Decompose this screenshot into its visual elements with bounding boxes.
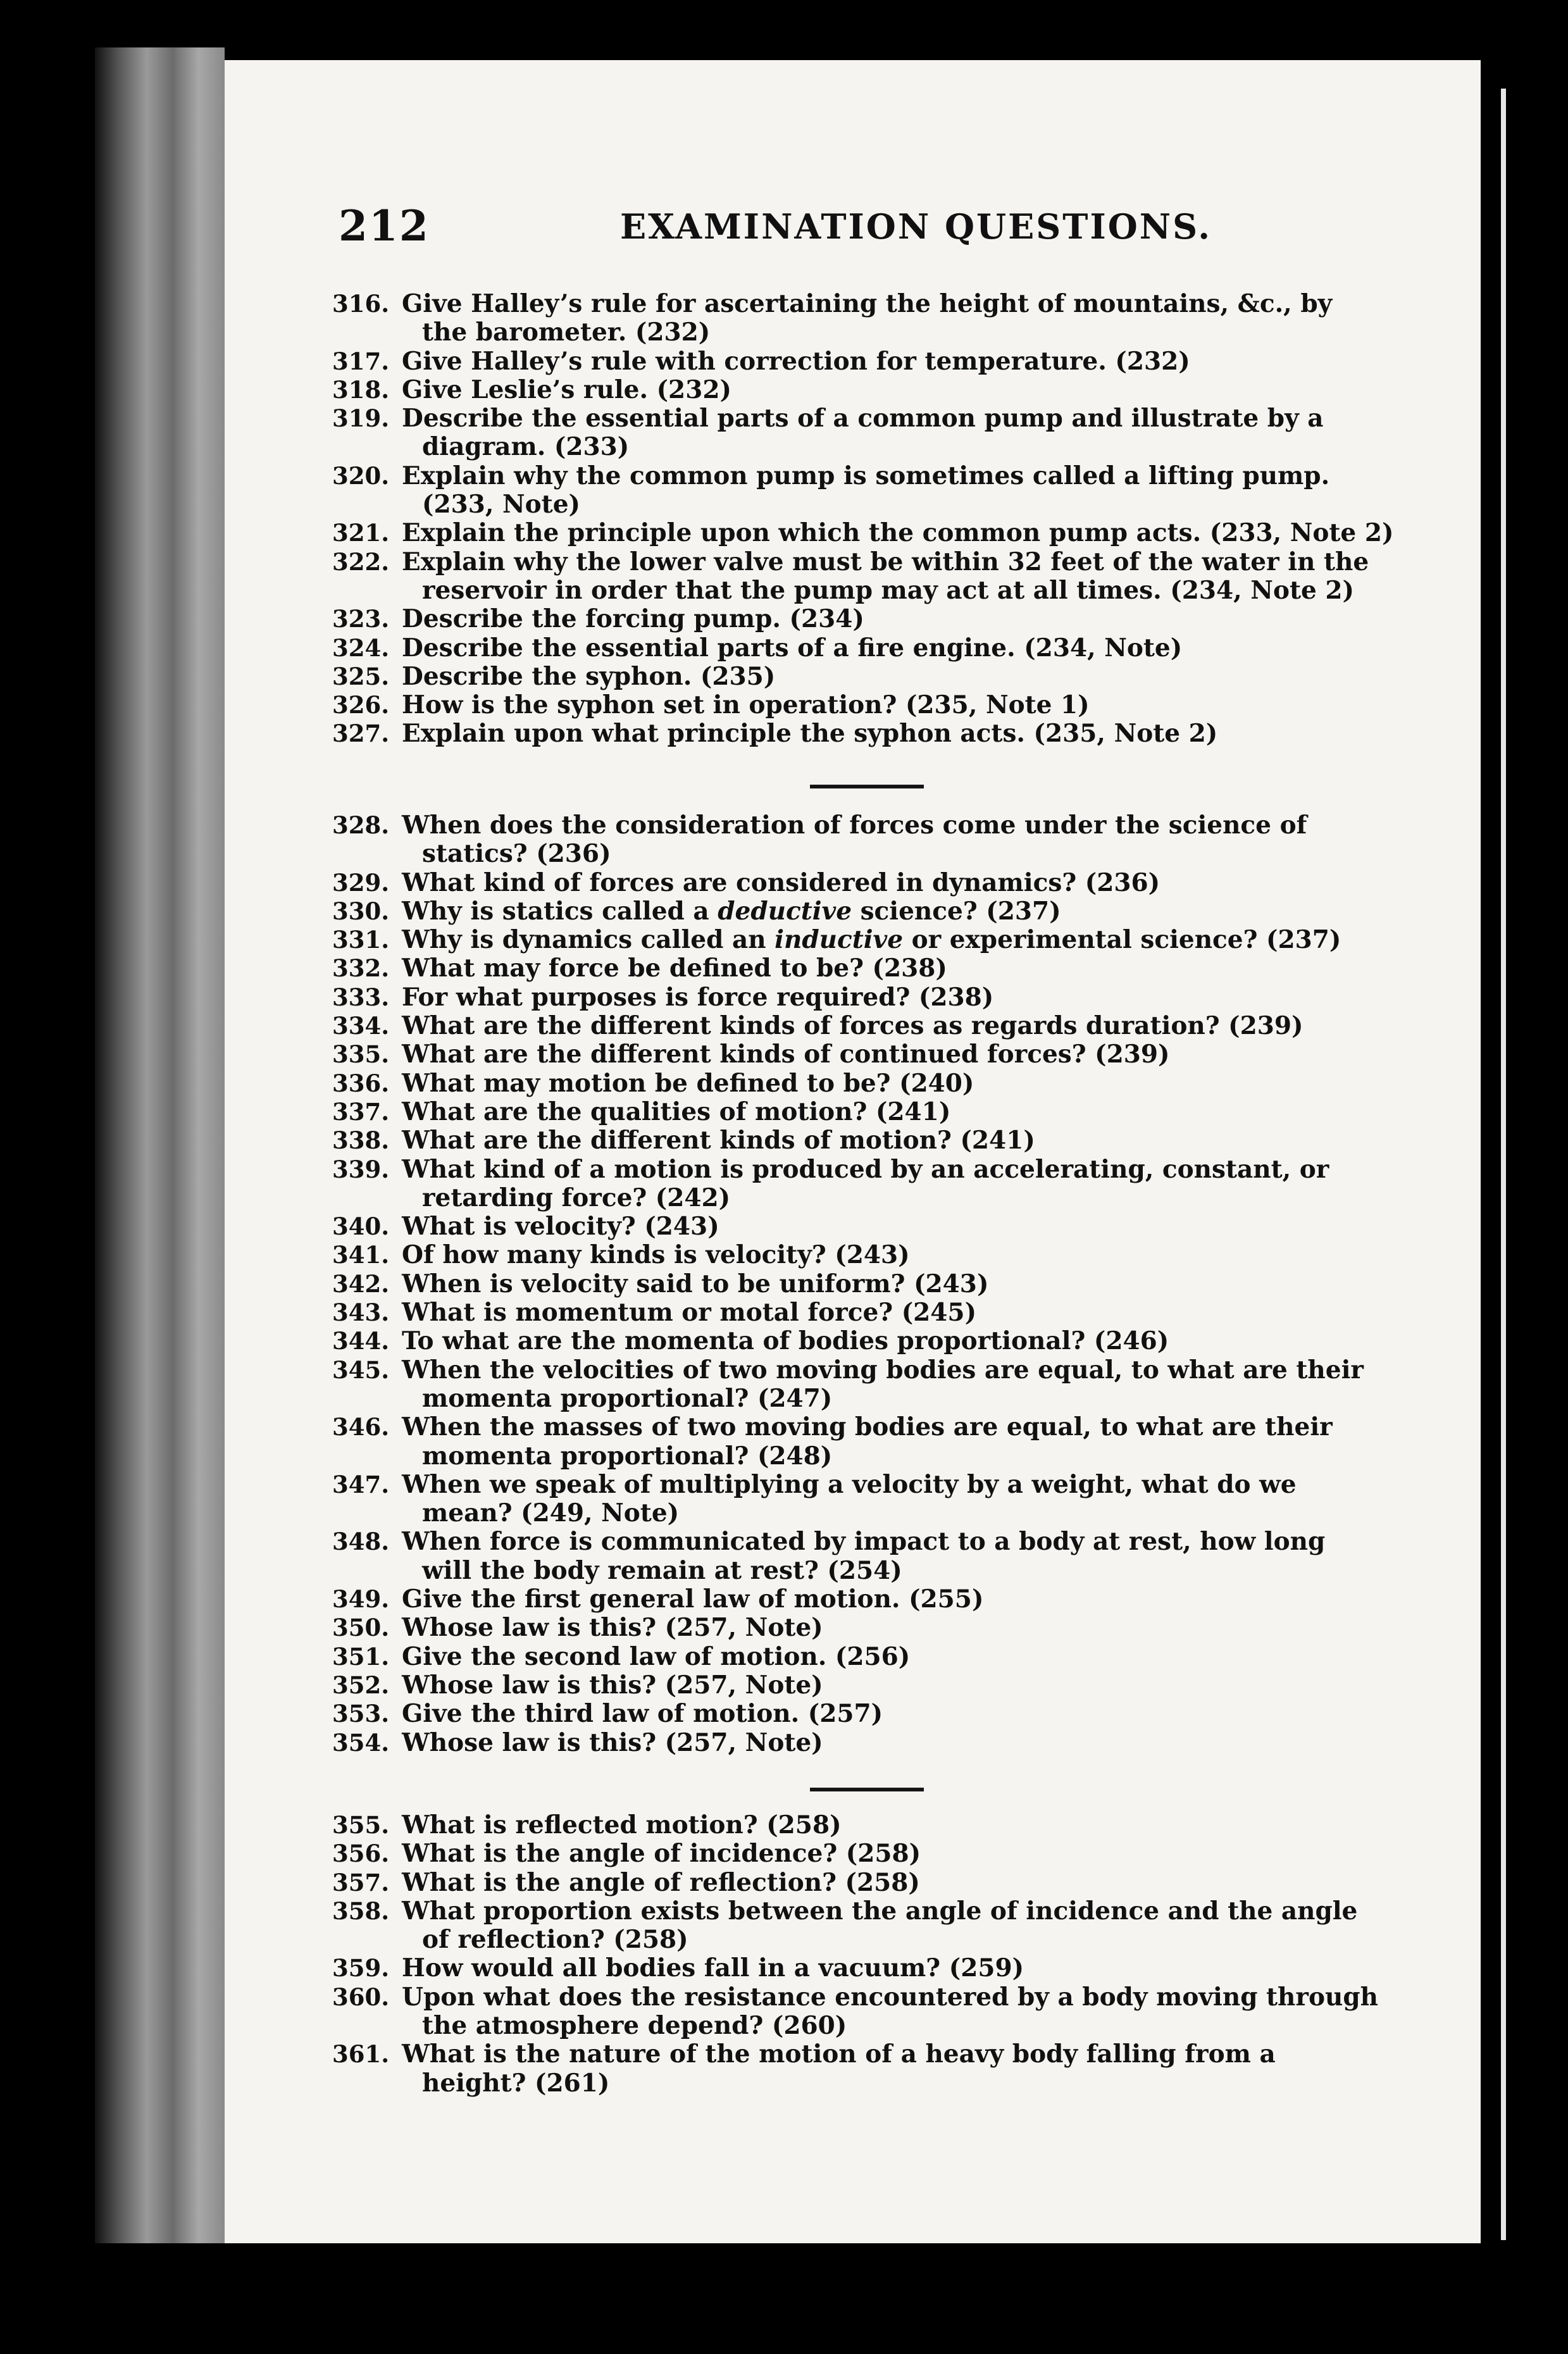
question-text-continuation: mean? (249, Note) (422, 1498, 680, 1528)
question-text-continuation: retarding force? (242) (422, 1183, 731, 1212)
question-item (332, 605, 1408, 633)
question-text: What are the different kinds of motion? (241) (402, 1126, 1035, 1155)
question-item (332, 1040, 1408, 1069)
question-text: What is momentum or motal force? (245) (402, 1298, 977, 1328)
question-number: 343. (332, 1298, 390, 1327)
question-text: What may force be defined to be? (238) (402, 954, 947, 983)
question-number: 347. (332, 1470, 390, 1498)
question-item (332, 1869, 1408, 1897)
question-item (332, 811, 1408, 869)
book-binding-edge (95, 47, 225, 2243)
facing-page-edge (1501, 89, 1506, 2240)
question-number: 350. (332, 1614, 390, 1642)
question-number: 342. (332, 1269, 390, 1298)
question-number: 321. (332, 519, 390, 547)
question-number: 324. (332, 633, 390, 662)
question-number: 318. (332, 375, 390, 404)
right-margin-edge (1481, 0, 1568, 2354)
question-item (332, 634, 1408, 663)
question-item (332, 404, 1408, 462)
question-number: 344. (332, 1327, 390, 1355)
question-number: 334. (332, 1012, 390, 1040)
question-number: 358. (332, 1896, 390, 1925)
question-text: To what are the momenta of bodies proportional? (246) (402, 1326, 1169, 1356)
question-text: When the velocities of two moving bodies are equal, to what are their (402, 1355, 1364, 1385)
question-item (332, 954, 1408, 983)
question-text: Whose law is this? (257, Note) (402, 1613, 823, 1643)
question-text: Explain why the lower valve must be within 32 feet of the water in the (402, 547, 1369, 576)
question-number: 354. (332, 1728, 390, 1757)
question-text: Give the second law of motion. (256) (402, 1641, 911, 1671)
question-number: 328. (332, 811, 390, 839)
question-item (332, 462, 1408, 520)
question-number: 359. (332, 1954, 390, 1983)
question-text: When does the consideration of forces come under the science of (402, 811, 1307, 840)
question-number: 317. (332, 347, 390, 375)
question-item (332, 1840, 1408, 1868)
question-item (332, 1954, 1408, 1983)
question-text: For what purposes is force required? (238) (402, 982, 994, 1012)
question-item (332, 1298, 1408, 1327)
question-number: 330. (332, 897, 390, 925)
question-text: What is velocity? (243) (402, 1212, 719, 1242)
question-text-continuation: reservoir in order that the pump may act at all times. (234, Note 2) (422, 575, 1354, 605)
question-item (332, 290, 1408, 347)
running-title: EXAMINATION QUESTIONS. (620, 206, 1212, 247)
question-number: 327. (332, 719, 390, 748)
question-item (332, 1356, 1408, 1414)
question-number: 337. (332, 1097, 390, 1126)
question-item (332, 869, 1408, 897)
question-item (332, 1897, 1408, 1955)
question-text: Why is statics called a (402, 896, 709, 926)
question-item (332, 1155, 1408, 1213)
question-text: Describe the essential parts of a common pump and illustrate by a (402, 404, 1324, 433)
question-text: What are the qualities of motion? (241) (402, 1097, 951, 1126)
question-section-pumps (332, 290, 1408, 749)
question-text: What kind of a motion is produced by an accelerating, constant, or (402, 1154, 1329, 1184)
question-number: 323. (332, 605, 390, 633)
question-text: What may motion be defined to be? (240) (402, 1068, 974, 1098)
question-text: What are the different kinds of forces as regards duration? (239) (402, 1011, 1304, 1041)
question-text-continuation: momenta proportional? (248) (422, 1441, 833, 1471)
question-text-continuation: (233, Note) (422, 490, 580, 520)
question-item (332, 1643, 1408, 1671)
question-text: How is the syphon set in operation? (235, Note 1) (402, 690, 1090, 720)
question-text: When is velocity said to be uniform? (243) (402, 1269, 989, 1298)
question-item (332, 1126, 1408, 1155)
question-text-continuation: of reflection? (258) (422, 1925, 688, 1955)
question-number: 322. (332, 547, 390, 576)
question-text-continuation: the barometer. (232) (422, 318, 711, 347)
question-text: Give Halley’s rule for ascertaining the height of mountains, &c., by (402, 289, 1333, 318)
question-number: 360. (332, 1983, 390, 2011)
question-section-reflection (332, 1811, 1408, 2098)
question-item (332, 1671, 1408, 1700)
question-item (332, 926, 1408, 954)
question-item (332, 983, 1408, 1012)
question-number: 349. (332, 1585, 390, 1614)
question-item (332, 2040, 1408, 2098)
question-text-end: science? (237) (860, 896, 1061, 926)
question-text: What kind of forces are considered in dynamics? (236) (402, 868, 1160, 897)
question-number: 336. (332, 1069, 390, 1097)
question-text: Give Leslie’s rule. (232) (402, 375, 731, 404)
question-text-continuation: the atmosphere depend? (260) (422, 2011, 847, 2041)
question-text-continuation: diagram. (233) (422, 432, 630, 462)
question-text: Give the third law of motion. (257) (402, 1699, 883, 1729)
section-divider (810, 785, 924, 788)
question-number: 326. (332, 691, 390, 719)
question-text: Explain upon what principle the syphon acts. (235, Note 2) (402, 719, 1218, 749)
question-text: What is the nature of the motion of a heavy body falling from a (402, 2040, 1276, 2069)
question-text: Of how many kinds is velocity? (243) (402, 1240, 910, 1270)
question-item (332, 519, 1408, 547)
question-number: 325. (332, 662, 390, 690)
question-item (332, 691, 1408, 719)
question-number: 356. (332, 1840, 390, 1868)
question-item (332, 1811, 1408, 1840)
question-item (332, 719, 1408, 748)
question-item (332, 548, 1408, 606)
question-item (332, 376, 1408, 404)
question-item (332, 1614, 1408, 1642)
question-text: How would all bodies fall in a vacuum? (259) (402, 1953, 1024, 1983)
question-item (332, 1700, 1408, 1728)
question-text: What proportion exists between the angle of incidence and the angle (402, 1896, 1358, 1926)
question-number: 345. (332, 1355, 390, 1384)
question-text: Describe the essential parts of a fire engine. (234, Note) (402, 633, 1183, 663)
question-item (332, 1729, 1408, 1757)
question-text: Whose law is this? (257, Note) (402, 1728, 823, 1757)
question-text: What are the different kinds of continued forces? (239) (402, 1040, 1170, 1069)
question-number: 338. (332, 1126, 390, 1155)
question-text-end: or experimental science? (237) (911, 925, 1341, 955)
question-text: Whose law is this? (257, Note) (402, 1670, 823, 1700)
question-number: 339. (332, 1155, 390, 1183)
question-number: 348. (332, 1528, 390, 1556)
question-number: 351. (332, 1642, 390, 1671)
question-item (332, 897, 1408, 926)
question-number: 352. (332, 1671, 390, 1699)
question-text: Describe the syphon. (235) (402, 661, 776, 691)
question-text: Give the first general law of motion. (255) (402, 1585, 984, 1614)
question-item (332, 1241, 1408, 1269)
question-number: 333. (332, 983, 390, 1011)
question-item (332, 1585, 1408, 1614)
question-text: When force is communicated by impact to a body at rest, how long (402, 1527, 1326, 1557)
question-item (332, 663, 1408, 691)
question-emphasis: inductive (775, 925, 904, 955)
question-text: What is reflected motion? (258) (402, 1810, 842, 1840)
question-item (332, 1012, 1408, 1040)
question-item (332, 1471, 1408, 1528)
question-text-continuation: will the body remain at rest? (254) (422, 1555, 902, 1585)
question-item (332, 1327, 1408, 1355)
question-number: 331. (332, 926, 390, 954)
question-item (332, 1098, 1408, 1126)
question-text-continuation: height? (261) (422, 2068, 610, 2098)
question-number: 353. (332, 1700, 390, 1728)
question-text: Explain the principle upon which the common pump acts. (233, Note 2) (402, 518, 1394, 548)
question-item (332, 1212, 1408, 1241)
question-number: 319. (332, 404, 390, 433)
section-divider (810, 1788, 924, 1791)
question-text: Explain why the common pump is sometimes called a lifting pump. (402, 461, 1330, 490)
question-number: 335. (332, 1040, 390, 1069)
question-number: 329. (332, 868, 390, 897)
question-item (332, 347, 1408, 376)
question-number: 357. (332, 1868, 390, 1896)
question-text-continuation: momenta proportional? (247) (422, 1383, 833, 1413)
question-text: When we speak of multiplying a velocity by a weight, what do we (402, 1469, 1297, 1499)
question-text: Describe the forcing pump. (234) (402, 604, 864, 634)
question-item (332, 1069, 1408, 1098)
question-item (332, 1270, 1408, 1298)
question-item (332, 1413, 1408, 1471)
question-emphasis: deductive (718, 896, 852, 926)
question-number: 346. (332, 1413, 390, 1442)
question-number: 341. (332, 1241, 390, 1269)
question-text: Give Halley’s rule with correction for temperature. (232) (402, 346, 1190, 376)
page-number: 212 (339, 201, 430, 251)
question-number: 340. (332, 1212, 390, 1241)
question-text: Upon what does the resistance encountered by a body moving through (402, 1982, 1378, 2012)
question-number: 320. (332, 461, 390, 490)
question-item (332, 1983, 1408, 2041)
question-section-forces-motion (332, 811, 1408, 1757)
question-number: 361. (332, 2040, 390, 2069)
question-number: 355. (332, 1811, 390, 1839)
question-text: What is the angle of reflection? (258) (402, 1867, 920, 1897)
question-text-continuation: statics? (236) (422, 839, 611, 869)
question-number: 316. (332, 290, 390, 318)
question-number: 332. (332, 954, 390, 983)
question-text: Why is dynamics called an (402, 925, 766, 955)
question-item (332, 1528, 1408, 1585)
question-text: What is the angle of incidence? (258) (402, 1839, 921, 1869)
page-header (339, 201, 1427, 252)
question-text: When the masses of two moving bodies are equal, to what are their (402, 1412, 1333, 1442)
